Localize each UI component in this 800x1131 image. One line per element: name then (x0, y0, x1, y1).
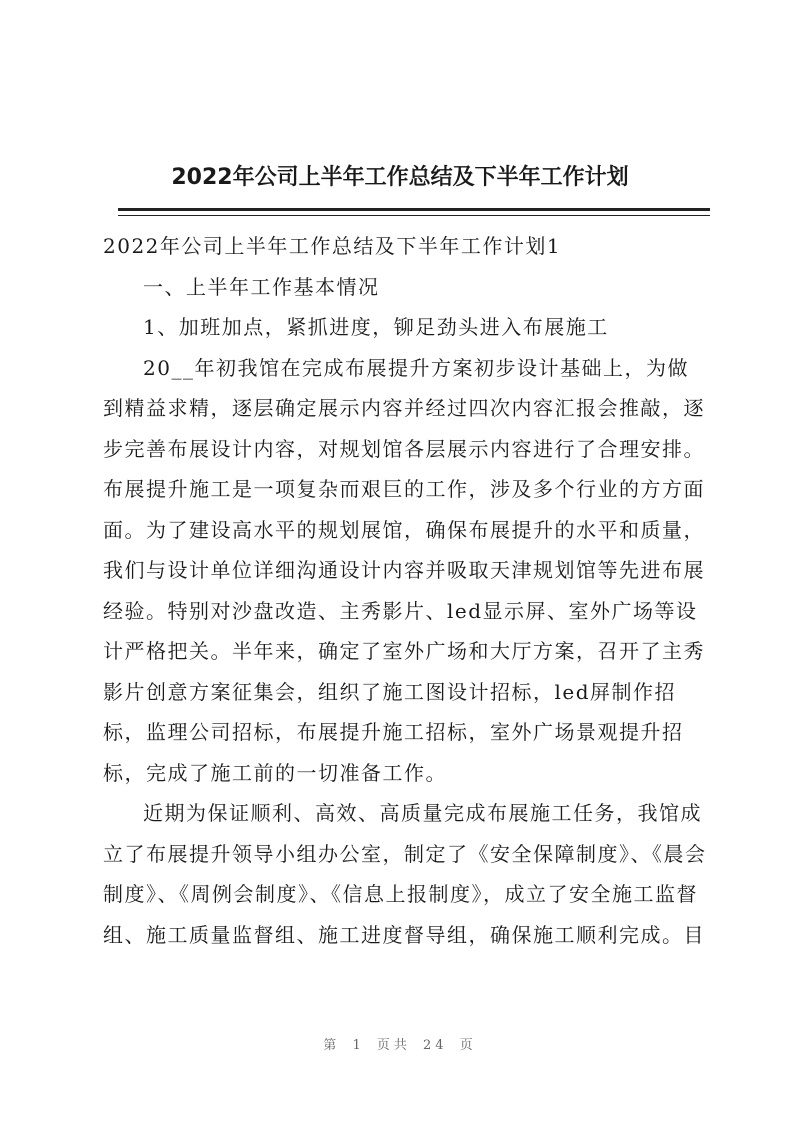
body-paragraph: 近期为保证顺利、高效、高质量完成布展施工任务，我馆成立了布展提升领导小组办公室，制定了《安全保障制度》、《晨会制度》、《周例会制度》、《信息上报制度》，成立了安全施工监督组、施工质量监督组、施工进度督导组，确保施工顺利完成。目 (103, 801, 707, 947)
footer-suffix: 页 (459, 1038, 477, 1053)
page-footer (0, 1034, 800, 1053)
footer-prefix: 第 (323, 1038, 341, 1053)
title-underline-thick (118, 208, 710, 211)
subsection-heading: 一、上半年工作基本情况 (143, 274, 380, 299)
footer-middle: 页共 (376, 1038, 411, 1053)
footer-page-number: 1 (352, 1038, 365, 1053)
section-heading: 2022年公司上半年工作总结及下半年工作计划1 (103, 234, 562, 258)
item-heading: 1、加班加点，紧抓进度，铆足劲头进入布展施工 (143, 315, 609, 339)
footer-total-pages: 24 (423, 1038, 448, 1053)
body-paragraph: 20__年初我馆在完成布展提升方案初步设计基础上，为做到精益求精，逐层确定展示内容并经过四次内容汇报会推敲，逐步完善布展设计内容，对规划馆各层展示内容进行了合理安排。布展提升施工是一项复杂而艰巨的工作，涉及多个行业的方方面面。为了建设高水平的规划展馆，确保布展提升的水平和质量，我们与设计单位详细沟通设计内容并吸取天津规划馆等先进布展经验。特别对沙盘改造、主秀影片、led显示屏、室外广场等设计严格把关。半年来，确定了室外广场和大厅方案，召开了主秀影片创意方案征集会，组织了施工图设计招标，led屏制作招标，监理公司招标，布展提升施工招标，室外广场景观提升招标，完成了施工前的一切准备工作。 (103, 355, 705, 785)
document-title: 2022年公司上半年工作总结及下半年工作计划 (171, 165, 629, 190)
title-underline-thin (118, 215, 710, 216)
document-body (103, 226, 709, 955)
